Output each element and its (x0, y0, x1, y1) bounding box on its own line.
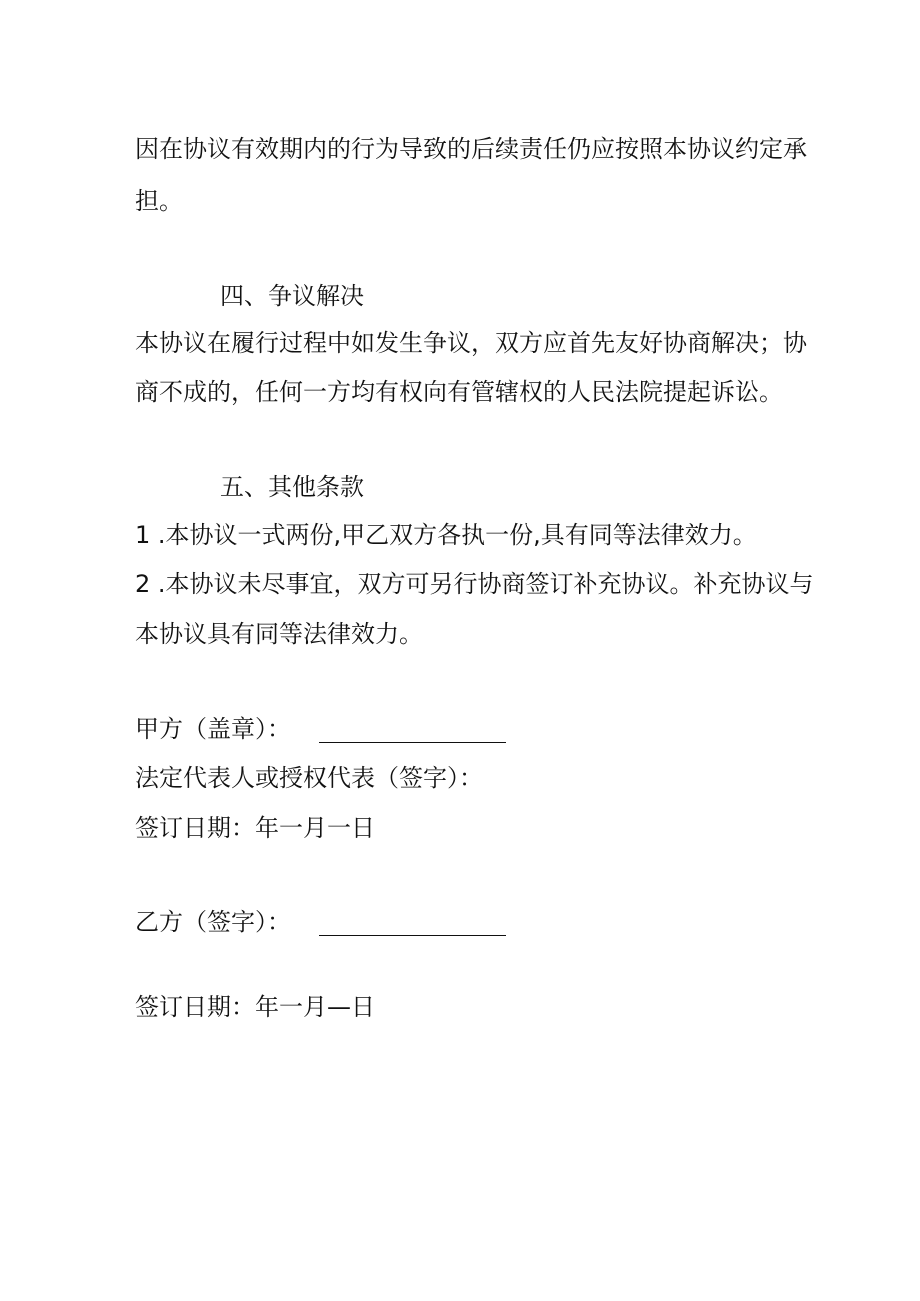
continuation-line-1: 因在协议有效期内的行为导致的后续责任仍应按照本协议约定承 (135, 135, 807, 163)
party-b-sign-label: 乙方（签字）： (135, 908, 291, 936)
party-a-seal-row (135, 715, 506, 743)
party-b-sign-row (135, 908, 506, 936)
section-4-line-2: 商不成的，任何一方均有权向有管辖权的人民法院提起诉讼。 (135, 378, 783, 406)
section-5-item-2-line-2: 本协议具有同等法律效力。 (135, 620, 423, 648)
party-b-date-label: 签订日期：年一月—日 (135, 993, 375, 1021)
section-4-line-1: 本协议在履行过程中如发生争议，双方应首先友好协商解决；协 (135, 329, 807, 357)
party-a-representative-label: 法定代表人或授权代表（签字）： (135, 764, 483, 792)
continuation-line-2: 担。 (135, 187, 183, 215)
party-b-sign-blank[interactable] (319, 911, 506, 936)
party-a-date-label: 签订日期：年一月一日 (135, 814, 375, 842)
party-a-seal-blank[interactable] (319, 718, 506, 743)
section-5-heading: 五、其他条款 (220, 473, 364, 501)
party-a-seal-label: 甲方（盖章）： (135, 715, 291, 743)
section-5-item-1: 1 .本协议一式两份,甲乙双方各执一份,具有同等法律效力。 (135, 521, 757, 549)
section-5-item-2-line-1: 2 .本协议未尽事宜，双方可另行协商签订补充协议。补充协议与 (135, 570, 814, 598)
section-4-heading: 四、争议解决 (220, 282, 364, 310)
